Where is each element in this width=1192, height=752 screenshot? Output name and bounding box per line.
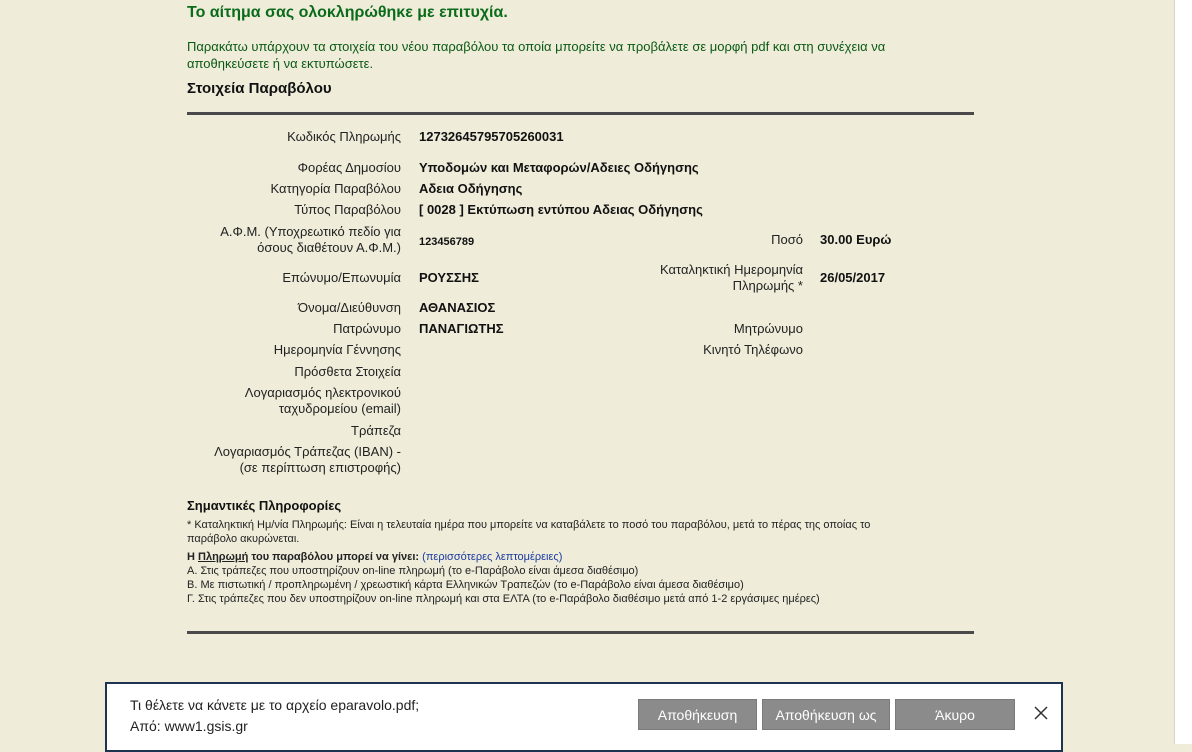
birth-date-label: Ημερομηνία Γέννησης <box>273 342 401 357</box>
father-name-value: ΠΑΝΑΓΙΩΤΗΣ <box>419 321 504 336</box>
mother-name-label: Μητρώνυμο <box>733 321 803 336</box>
top-divider <box>187 112 974 115</box>
success-message: Το αίτημα σας ολοκληρώθηκε με επιτυχία. <box>187 4 508 21</box>
category-label: Κατηγορία Παραβόλου <box>270 181 401 196</box>
more-details-link[interactable]: (περισσότερες λεπτομέρειες) <box>422 551 563 563</box>
payment-code-label: Κωδικός Πληρωμής <box>287 129 401 144</box>
download-source: Από: www1.gsis.gr <box>130 718 248 734</box>
deadline-note-line-2: παράβολο ακυρώνεται. <box>187 533 300 545</box>
intro-line-1: Παρακάτω υπάρχουν τα στοιχεία του νέου παραβόλου τα οποία μπορείτε να προβάλετε σε μορφή pdf και στη συνέχεια να <box>187 39 886 54</box>
download-question: Τι θέλετε να κάνετε με το αρχείο eparavolo.pdf; <box>130 697 420 713</box>
amount-value: 30.00 Ευρώ <box>820 232 892 247</box>
intro-line-2: αποθηκεύσετε ή να εκτυπώσετε. <box>187 56 374 71</box>
close-icon[interactable] <box>1031 704 1051 724</box>
surname-value: ΡΟΥΣΣΗΣ <box>419 270 479 285</box>
deadline-label <box>600 262 803 294</box>
name-label: Όνομα/Διεύθυνση <box>298 300 401 315</box>
type-label: Τύπος Παραβόλου <box>294 202 401 217</box>
afm-value: 123456789 <box>419 236 475 248</box>
save-button[interactable]: Αποθήκευση <box>638 699 757 730</box>
info-title: Σημαντικές Πληροφορίες <box>187 498 342 513</box>
amount-label: Ποσό <box>771 232 803 247</box>
deadline-value: 26/05/2017 <box>820 270 886 285</box>
section-title: Στοιχεία Παραβόλου <box>187 80 332 97</box>
email-label-line-1: Λογαριασμός ηλεκτρονικού <box>244 385 401 400</box>
iban-label-line-1: Λογαριασμός Τράπεζας (IBAN) - <box>214 444 401 459</box>
deadline-label-line-2: Πληρωμής * <box>732 278 803 293</box>
payment-option-c: Γ. Στις τράπεζες που δεν υποστηρίζουν on-line πληρωμή και στα ΕΛΤΑ (το e-Παράβολο διαθέσιμο μετά από 1-2 εργάσιμες ημέρες) <box>187 593 820 605</box>
afm-label <box>150 224 401 256</box>
close-icon-glyph <box>1034 706 1048 720</box>
extra-label: Πρόσθετα Στοιχεία <box>294 364 401 379</box>
right-scroll-edge <box>1174 0 1192 744</box>
deadline-label-line-1: Καταληκτική Ημερομηνία <box>659 262 803 277</box>
bank-label: Τράπεζα <box>351 423 401 438</box>
mobile-label: Κινητό Τηλέφωνο <box>703 342 803 357</box>
type-value: [ 0028 ] Εκτύπωση εντύπου Αδειας Οδήγησης <box>419 202 703 217</box>
payment-word: Πληρωμή <box>198 551 249 563</box>
father-name-label: Πατρώνυμο <box>333 321 401 336</box>
intro-text <box>187 38 987 72</box>
payment-code-value: 1273264579570526003​1 <box>419 129 564 144</box>
name-value: ΑΘΑΝΑΣΙΟΣ <box>419 300 496 315</box>
deadline-note <box>187 518 870 546</box>
afm-label-line-2: όσους διαθέτουν Α.Φ.Μ.) <box>257 240 401 255</box>
payment-heading <box>187 550 562 564</box>
save-as-button[interactable]: Αποθήκευση ως <box>762 699 890 730</box>
download-notification-bar <box>105 682 1063 752</box>
public-body-label: Φορέας Δημοσίου <box>297 160 401 175</box>
iban-label-line-2: (σε περίπτωση επιστροφής) <box>239 460 401 475</box>
email-label-line-2: ταχυδρομείου (email) <box>278 401 401 416</box>
surname-label: Επώνυμο/Επωνυμία <box>282 270 401 285</box>
payment-suffix: του παραβόλου μπορεί να γίνει: <box>251 551 420 563</box>
payment-option-b: Β. Με πιστωτική / προπληρωμένη / χρεωστική κάρτα Ελληνικών Τραπεζών (το e-Παράβολο είναι άμεσα διαθέσιμο) <box>187 579 744 591</box>
cancel-button[interactable]: Άκυρο <box>895 699 1015 730</box>
afm-label-line-1: Α.Φ.Μ. (Υποχρεωτικό πεδίο για <box>220 224 401 239</box>
email-label <box>150 385 401 417</box>
public-body-value: Υποδομών και Μεταφορών/Αδειες Οδήγησης <box>419 160 699 175</box>
payment-option-a: Α. Στις τράπεζες που υποστηρίζουν on-line πληρωμή (το e-Παράβολο είναι άμεσα διαθέσιμο) <box>187 565 639 577</box>
iban-label <box>150 444 401 476</box>
payment-prefix: Η <box>187 551 195 563</box>
category-value: Αδεια Οδήγησης <box>419 181 523 196</box>
bottom-divider <box>187 631 974 634</box>
deadline-note-line-1: * Καταληκτική Ημ/νία Πληρωμής: Είναι η τελευταία ημέρα που μπορείτε να καταβάλετε το ποσό του παραβόλου, μετά το πέρας της οποίας το <box>187 519 871 531</box>
